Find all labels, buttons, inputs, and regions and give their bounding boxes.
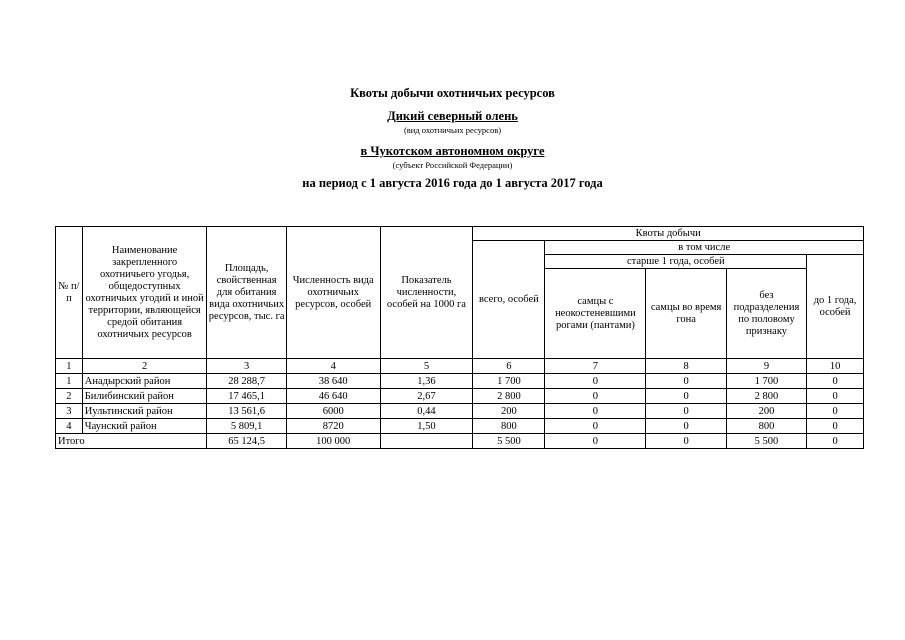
- header-no: № п/п: [56, 227, 83, 359]
- col-number: 1: [56, 359, 83, 374]
- row-under1: 0: [807, 419, 864, 434]
- total-under1: 0: [807, 434, 864, 449]
- row-total: 2 800: [473, 389, 545, 404]
- row-no: 4: [56, 419, 83, 434]
- total-area: 65 124,5: [207, 434, 286, 449]
- col-number: 4: [286, 359, 380, 374]
- row-population: 8720: [286, 419, 380, 434]
- species-caption: (вид охотничьих ресурсов): [403, 125, 502, 135]
- region-name: в Чукотском автономном округе: [360, 144, 545, 158]
- total-males-rut: 0: [646, 434, 726, 449]
- row-no-sex: 1 700: [726, 374, 806, 389]
- col-number: 7: [545, 359, 646, 374]
- header-quota-group: Квоты добычи: [473, 227, 864, 241]
- table-row: [56, 404, 864, 419]
- row-district: Иультинский район: [82, 404, 207, 419]
- row-males-antlers: 0: [545, 374, 646, 389]
- col-number: 9: [726, 359, 806, 374]
- table-row: [56, 419, 864, 434]
- row-no: 1: [56, 374, 83, 389]
- col-number: 6: [473, 359, 545, 374]
- row-area: 13 561,6: [207, 404, 286, 419]
- total-males-antlers: 0: [545, 434, 646, 449]
- row-no: 2: [56, 389, 83, 404]
- total-label: Итого: [56, 434, 207, 449]
- header-males-antlers: самцы с неокостеневшими рогами (пантами): [545, 269, 646, 359]
- row-density: 1,36: [380, 374, 473, 389]
- row-density: 2,67: [380, 389, 473, 404]
- row-density: 0,44: [380, 404, 473, 419]
- column-number-row: [56, 359, 864, 374]
- header-name: Наименование закрепленного охотничьего угодья, общедоступных охотничьих угодий и иной территории, являющейся средой обитания охотничьих ресурсов: [82, 227, 207, 359]
- header-under1: до 1 года, особей: [807, 255, 864, 359]
- row-under1: 0: [807, 404, 864, 419]
- row-males-antlers: 0: [545, 404, 646, 419]
- header-older-group: старше 1 года, особей: [545, 255, 807, 269]
- row-males-antlers: 0: [545, 419, 646, 434]
- table-row: [56, 389, 864, 404]
- row-no-sex: 2 800: [726, 389, 806, 404]
- header-density: Показатель численности, особей на 1000 га: [380, 227, 473, 359]
- header-total: всего, особей: [473, 241, 545, 359]
- quota-table: [55, 226, 864, 449]
- period-line: на период с 1 августа 2016 года до 1 августа 2017 года: [302, 176, 603, 190]
- row-district: Чаунский район: [82, 419, 207, 434]
- table-row: [56, 374, 864, 389]
- row-area: 28 288,7: [207, 374, 286, 389]
- row-population: 6000: [286, 404, 380, 419]
- row-population: 38 640: [286, 374, 380, 389]
- row-males-rut: 0: [646, 404, 726, 419]
- row-males-rut: 0: [646, 374, 726, 389]
- total-population: 100 000: [286, 434, 380, 449]
- row-no-sex: 200: [726, 404, 806, 419]
- row-males-antlers: 0: [545, 389, 646, 404]
- header-males-rut: самцы во время гона: [646, 269, 726, 359]
- species-name: Дикий северный олень: [387, 109, 518, 123]
- row-total: 1 700: [473, 374, 545, 389]
- total-row: [56, 434, 864, 449]
- header-population: Численность вида охотничьих ресурсов, особей: [286, 227, 380, 359]
- total-quota: 5 500: [473, 434, 545, 449]
- row-area: 17 465,1: [207, 389, 286, 404]
- total-density: [380, 434, 473, 449]
- row-males-rut: 0: [646, 419, 726, 434]
- header-no-sex: без подразделения по половому признаку: [726, 269, 806, 359]
- row-district: Билибинский район: [82, 389, 207, 404]
- document-title: Квоты добычи охотничьих ресурсов: [350, 86, 555, 100]
- col-number: 10: [807, 359, 864, 374]
- header-including: в том числе: [545, 241, 864, 255]
- row-under1: 0: [807, 374, 864, 389]
- row-males-rut: 0: [646, 389, 726, 404]
- header-area: Площадь, свойственная для обитания вида охотничьих ресурсов, тыс. га: [207, 227, 286, 359]
- row-density: 1,50: [380, 419, 473, 434]
- row-no-sex: 800: [726, 419, 806, 434]
- total-no-sex: 5 500: [726, 434, 806, 449]
- row-population: 46 640: [286, 389, 380, 404]
- row-district: Анадырский район: [82, 374, 207, 389]
- row-under1: 0: [807, 389, 864, 404]
- col-number: 5: [380, 359, 473, 374]
- row-area: 5 809,1: [207, 419, 286, 434]
- row-no: 3: [56, 404, 83, 419]
- col-number: 2: [82, 359, 207, 374]
- col-number: 3: [207, 359, 286, 374]
- row-total: 200: [473, 404, 545, 419]
- region-caption: (субъект Российской Федерации): [392, 160, 513, 170]
- row-total: 800: [473, 419, 545, 434]
- col-number: 8: [646, 359, 726, 374]
